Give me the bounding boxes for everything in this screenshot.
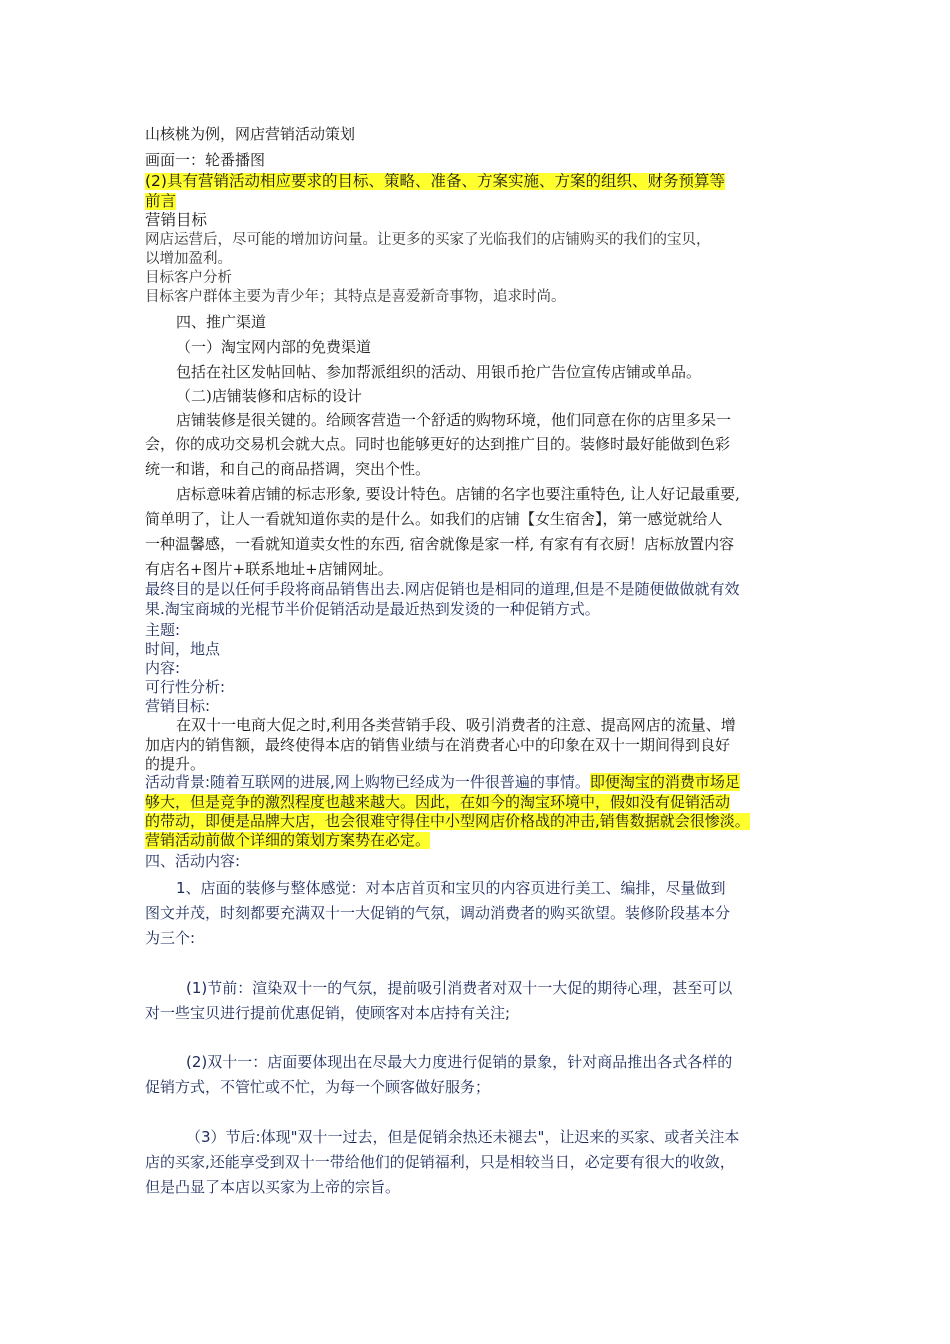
section-heading: 目标客户分析 [145,270,232,286]
background-plain-text: 活动背景:随着互联网的进展,网上购物已经成为一件很普遍的事情。 [145,773,590,791]
preface-heading: 前言 [145,192,177,210]
paragraph-line: 简单明了，让人一看就知道你卖的是什么。如我们的店铺【女生宿舍】，第一感觉就给人 [145,510,723,528]
marketing-goal-heading: 营销目标 [145,211,208,229]
paragraph-line: 店标意味着店铺的标志形象, 要设计特色。店铺的名字也要注重特色, 让人好记最重要, [176,485,740,503]
highlighted-paragraph-line: 够大，但是竞争的激烈程度也越来越大。因此，在如今的淘宝环境中，假如没有促销活动 [145,793,731,811]
paragraph-line: 店铺装修是很关键的。给顾客营造一个舒适的购物环境，他们同意在你的店里多呆一 [176,411,732,429]
paragraph-line: 会，你的成功交易机会就大点。同时也能够更好的达到推广目的。装修时最好能做到色彩 [145,435,731,453]
paragraph-line: 在双十一电商大促之时,利用各类营销手段、吸引消费者的注意、提高网店的流量、增 [176,716,736,734]
paragraph-line: 图文并茂，时刻都要充满双十一大促销的气氛，调动消费者的购买欲望。装修阶段基本分 [145,904,731,922]
paragraph-line: 最终目的是以任何手段将商品销售出去.网店促销也是相同的道理,但是不是随便做做就有效 [145,580,740,598]
paragraph-line: 促销方式，不管忙或不忙，为每一个顾客做好服务； [145,1078,491,1096]
field-label: 营销目标: [145,697,211,715]
paragraph-line: 网店运营后，尽可能的增加访问量。让更多的买家了光临我们的店铺购买的我们的宝贝， [145,232,711,248]
paragraph-line: 对一些宝贝进行提前优惠促销，使顾客对本店持有关注; [145,1004,511,1022]
highlighted-paragraph-line: 的带动，即便是品牌大店，也会很难守得住中小型网店价格战的冲击,销售数据就会很惨淡。 [145,812,750,830]
paragraph-line: 为三个: [145,929,196,947]
doc-title-line: 山核桃为例，网店营销活动策划 [145,125,356,143]
field-label: 可行性分析: [145,678,226,696]
field-label: 时间，地点 [145,640,221,658]
paragraph-line: 目标客户群体主要为青少年；其特点是喜爱新奇事物，追求时尚。 [145,289,566,305]
paragraph-line: 统一和谐，和自己的商品搭调，突出个性。 [145,460,431,478]
paragraph-line: 有店名+图片+联系地址+店铺网址。 [145,560,393,578]
frame-one-line: 画面一：轮番播图 [145,151,266,169]
field-label: 主题: [145,621,181,639]
paragraph-line: （3）节后:体现"双十一过去，但是促销余热还未褪去"，让迟来的买家、或者关注本 [186,1128,740,1146]
paragraph-line: 1、店面的装修与整体感觉：对本店首页和宝贝的内容页进行美工、编排，尽量做到 [176,879,726,897]
paragraph-line: (1)节前：渲染双十一的气氛，提前吸引消费者对双十一大促的期待心理，甚至可以 [186,979,733,997]
paragraph-line: 的提升。 [145,755,206,773]
subsection-heading: （一）淘宝网内部的免费渠道 [176,338,372,356]
paragraph-line: 但是凸显了本店以买家为上帝的宗旨。 [145,1178,401,1196]
highlighted-paragraph-line: 营销活动前做个详细的策划方案势在必定。 [145,831,431,849]
paragraph-line: 一种温馨感，一看就知道卖女性的东西, 宿舍就像是家一样, 有家有有衣厨！店标放置内容 [145,535,735,553]
highlighted-requirement-line: (2)具有营销活动相应要求的目标、策略、准备、方案实施、方案的组织、财务预算等 [145,172,725,190]
background-highlighted-text: 即便淘宝的消费市场足 [589,773,740,791]
paragraph-line: 包括在社区发帖回帖、参加帮派组织的活动、用银币抢广告位宣传店铺或单品。 [176,363,702,381]
section-heading: 四、活动内容: [145,852,241,870]
paragraph-line: 加店内的销售额，最终使得本店的销售业绩与在消费者心中的印象在双十一期间得到良好 [145,736,731,754]
paragraph-line: (2)双十一：店面要体现出在尽最大力度进行促销的景象，针对商品推出各式各样的 [186,1053,733,1071]
field-label: 内容: [145,659,181,677]
background-line [145,774,740,791]
paragraph-line: 果.淘宝商城的光棍节半价促销活动是最近热到发烫的一种促销方式。 [145,600,600,618]
subsection-heading: （二)店铺装修和店标的设计 [176,387,362,405]
paragraph-line: 以增加盈利。 [145,251,232,267]
paragraph-line: 店的买家,还能享受到双十一带给他们的促销福利，只是相较当日，必定要有很大的收敛， [145,1153,735,1171]
section-heading: 四、推广渠道 [176,313,267,331]
